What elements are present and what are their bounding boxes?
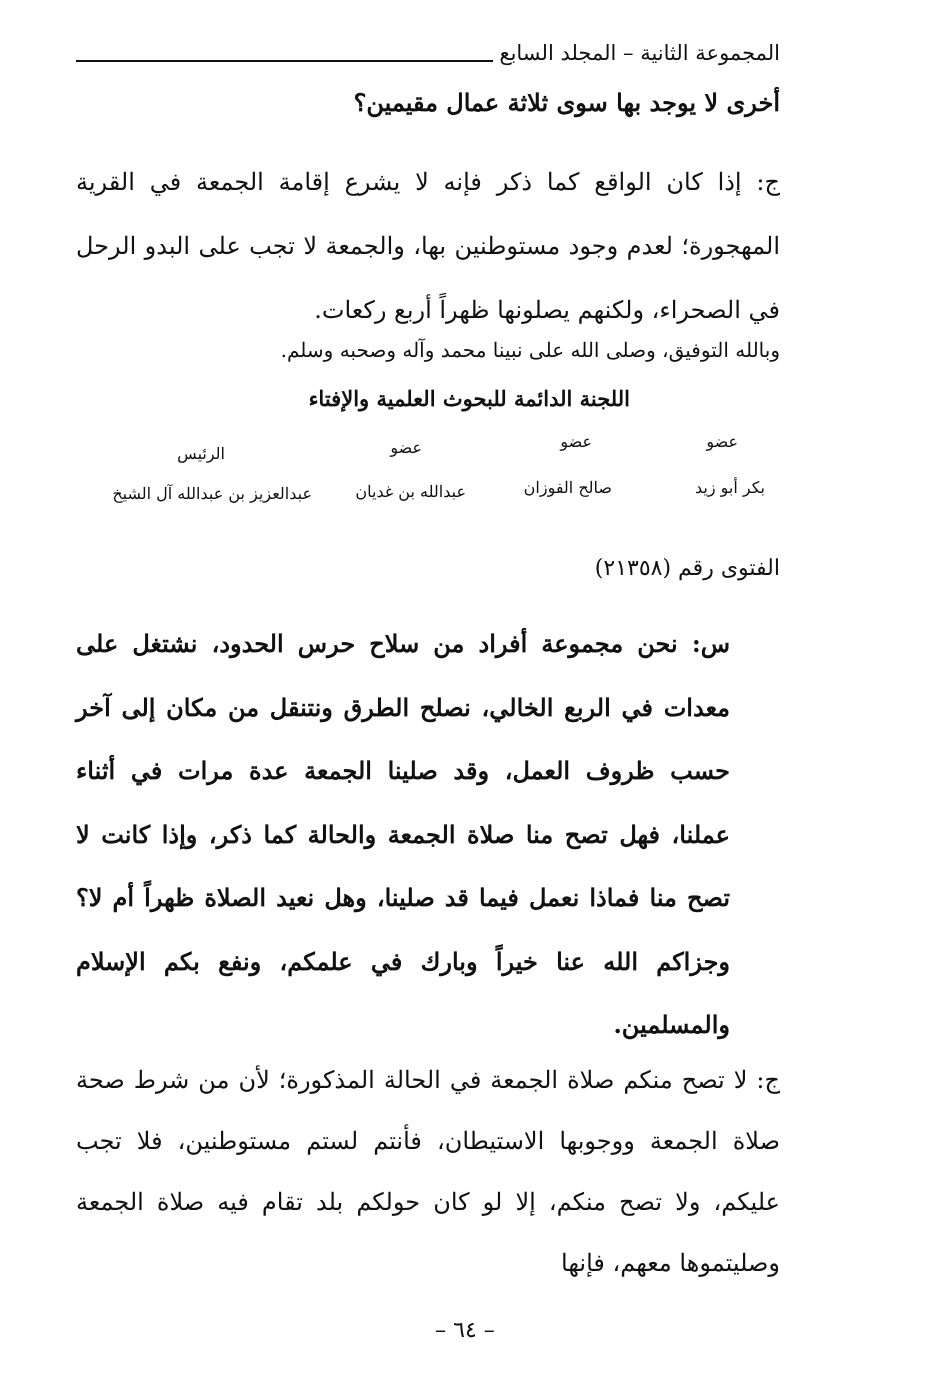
- answer-paragraph-2: ج: لا تصح منكم صلاة الجمعة في الحالة المذكورة؛ لأن من شرط صحة صلاة الجمعة ووجوبها الاستيطان، فأنتم لستم مستوطنين، فلا تجب عليكم، ولا تصح منكم، إلا لو كان حولكم بلد تقام فيه صلاة الجمعة وصليتموها معهم، فإنها: [76, 1066, 780, 1277]
- question-continuation: أخرى لا يوجد بها سوى ثلاثة عمال مقيمين؟: [353, 88, 780, 117]
- header-title: المجموعة الثانية – المجلد السابع: [499, 41, 780, 65]
- closing-line: وبالله التوفيق، وصلى الله على نبينا محمد وآله وصحبه وسلم.: [280, 338, 780, 362]
- page-number: – ٦٤ –: [435, 1318, 495, 1343]
- member-name: صالح الفوزان: [523, 478, 612, 497]
- member-name: عبدالعزيز بن عبدالله آل الشيخ: [112, 484, 312, 503]
- member-role: الرئيس: [177, 444, 225, 463]
- fatwa-number: الفتوى رقم (٢١٣٥٨): [594, 556, 780, 581]
- member-name: عبدالله بن غديان: [355, 482, 466, 501]
- member-role: عضو: [390, 438, 422, 457]
- member-role: عضو: [560, 432, 592, 451]
- question-paragraph: س: نحن مجموعة أفراد من سلاح حرس الحدود، نشتغل على معدات في الربع الخالي، نصلح الطرق ونتنقل من مكان إلى آخر حسب ظروف العمل، وقد صلينا الجمعة عدة مرات في أثناء عملنا، فهل تصح منا صلاة الجمعة والحالة كما ذكر، وإذا كانت لا تصح منا فماذا نعمل فيما قد صلينا، وهل نعيد الصلاة ظهراً أم لا؟ وجزاكم الله عنا خيراً وبارك في علمكم، ونفع بكم الإسلام والمسلمين.: [76, 629, 731, 1039]
- member-name: بكر أبو زيد: [694, 478, 765, 497]
- member-role: عضو: [706, 432, 738, 451]
- committee-title: اللجنة الدائمة للبحوث العلمية والإفتاء: [308, 386, 630, 411]
- header-rule: [76, 60, 493, 62]
- answer-paragraph-1: ج: إذا كان الواقع كما ذكر فإنه لا يشرع إقامة الجمعة في القرية المهجورة؛ لعدم وجود مستوطنين بها، والجمعة لا تجب على البدو الرحل في الصحراء، ولكنهم يصلونها ظهراً أربع ركعات.: [76, 168, 780, 324]
- running-header: [76, 30, 780, 70]
